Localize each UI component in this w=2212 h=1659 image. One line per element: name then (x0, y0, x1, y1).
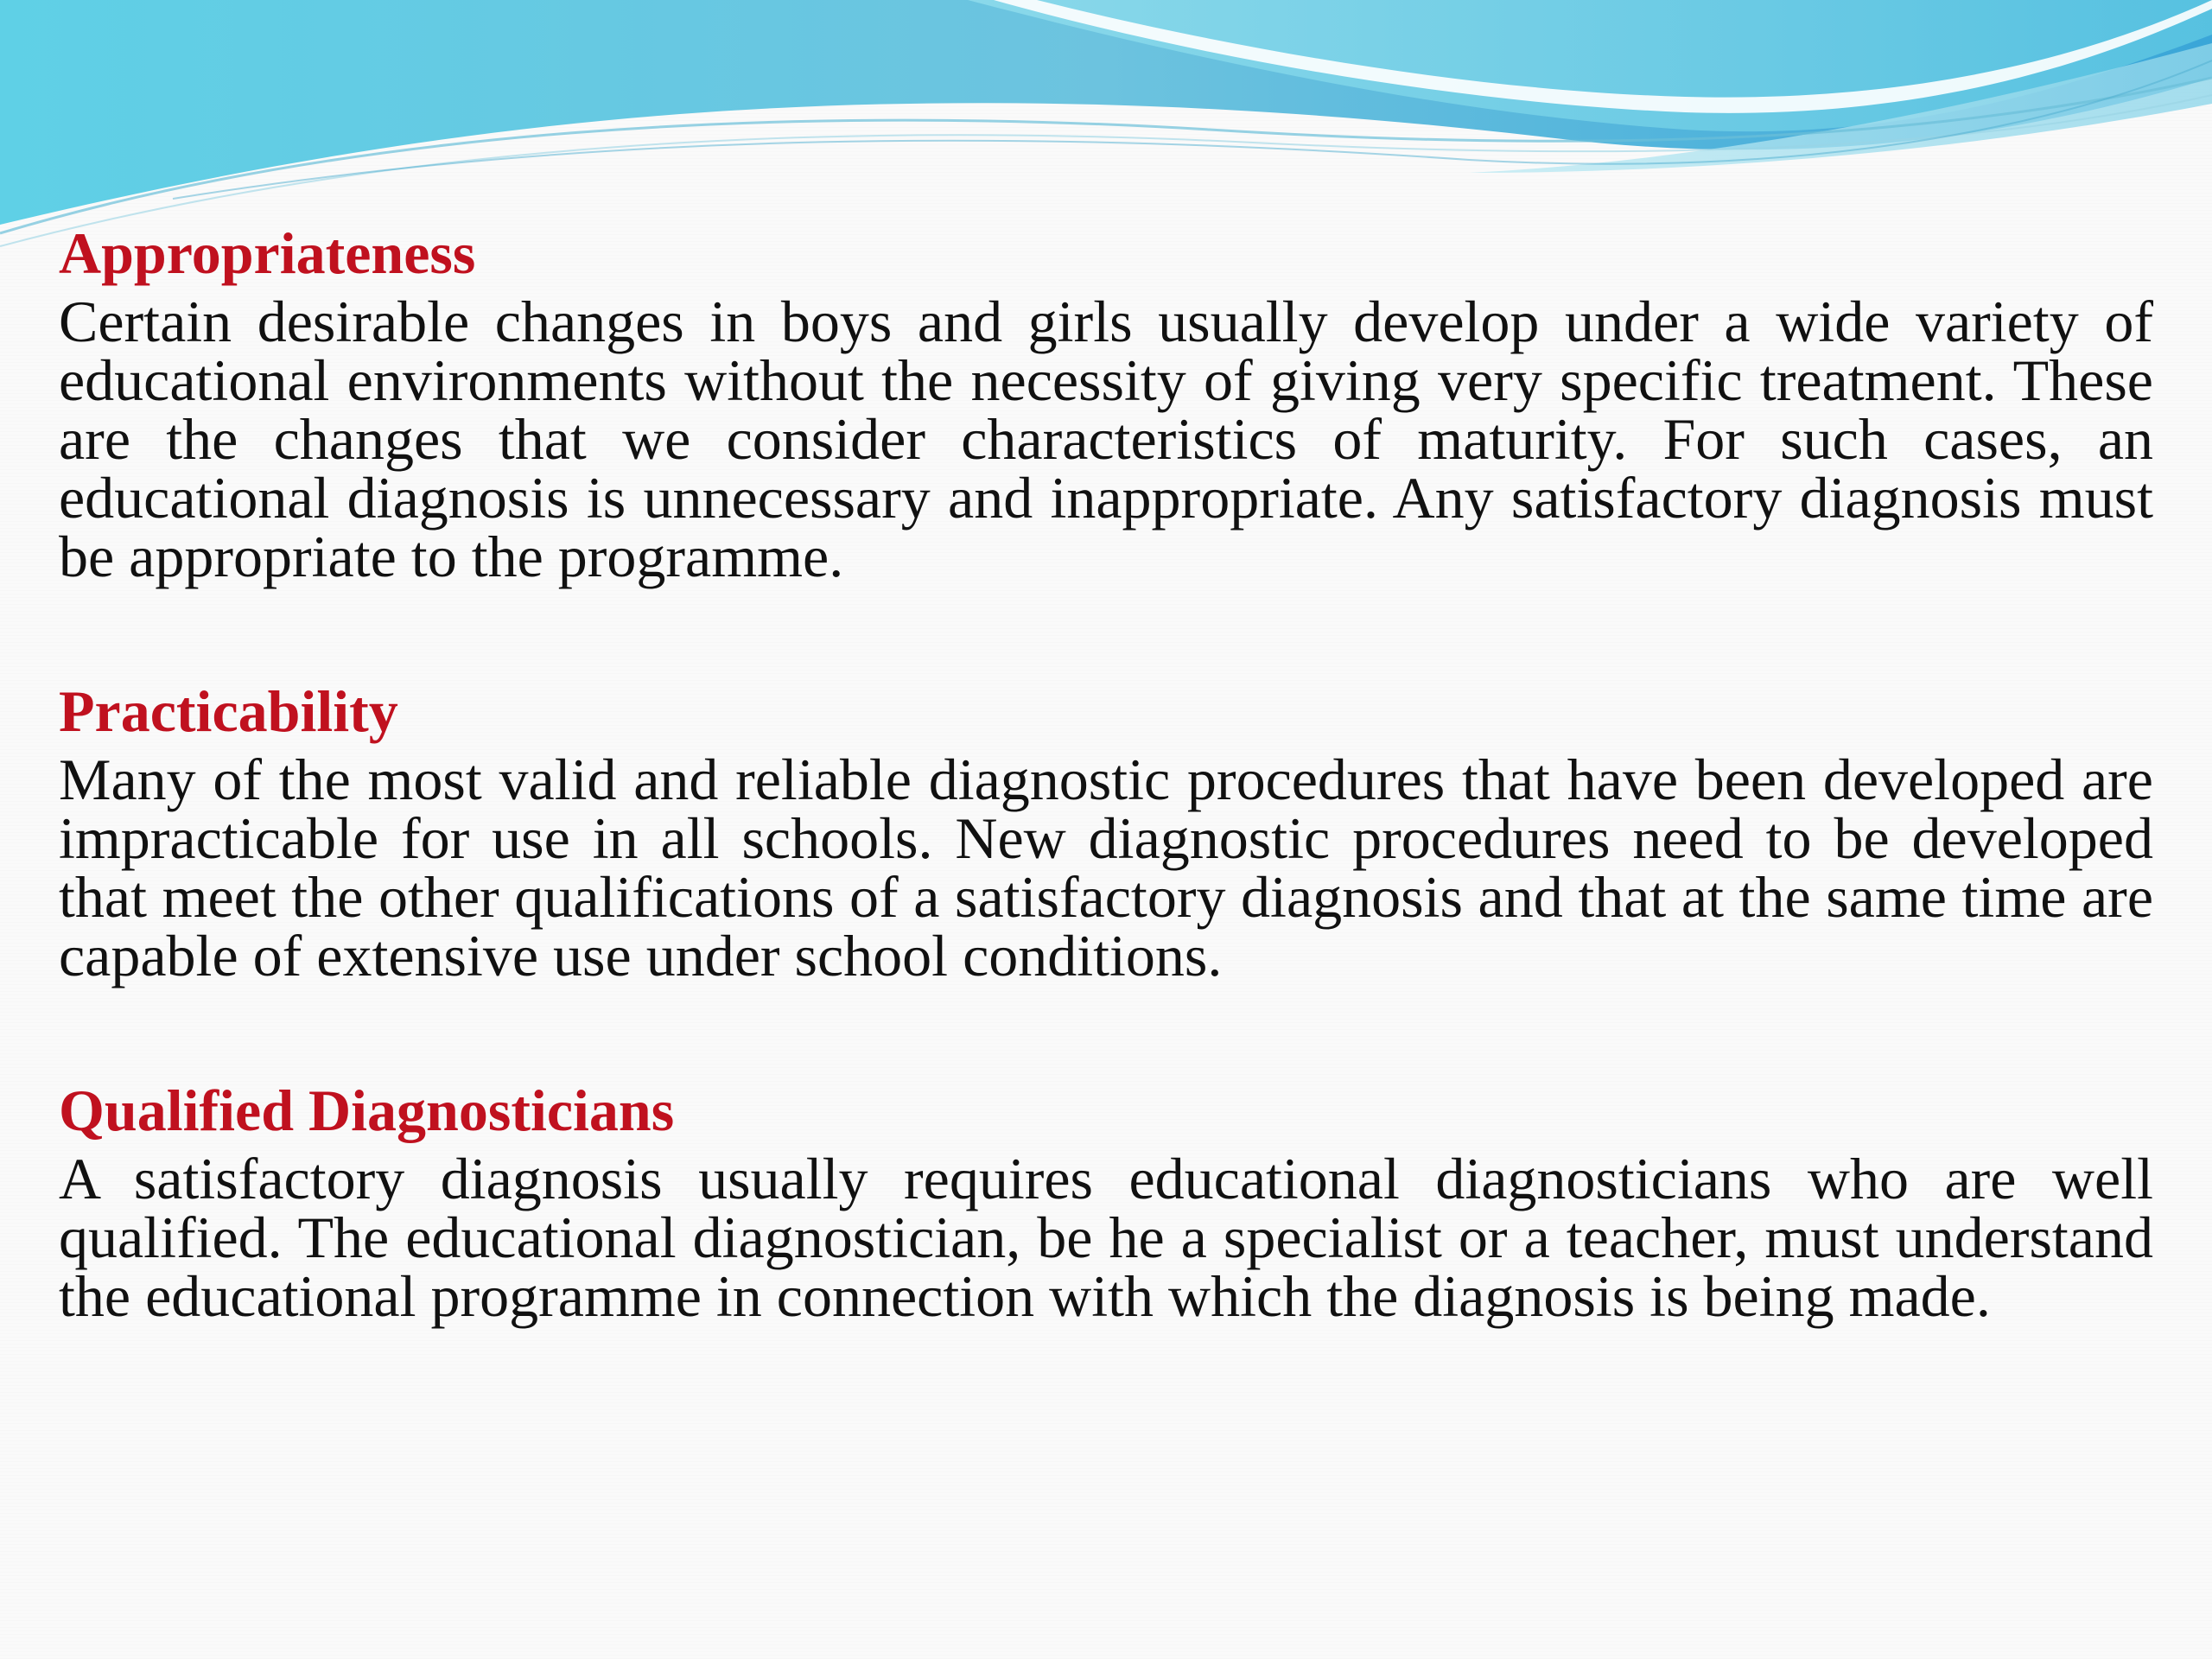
slide-content (59, 218, 2153, 1415)
section-practicability (59, 676, 2153, 988)
section-heading: Qualified Diagnosticians (59, 1077, 675, 1143)
section-body: Many of the most valid and reliable diagnostic procedures that have been developed are impracticable for use in all schools. New diagnostic procedures need to be developed that meet the other qualifications of a satisfactory diagnosis and that at the same time are capable of extensive use under school conditions. (59, 747, 2153, 988)
section-body: Certain desirable changes in boys and girls usually develop under a wide variety of educational environments without the necessity of giving very specific treatment. These are the changes that we consider characteristics of maturity. For such cases, an educational diagnosis is unnecessary and inappropriate. Any satisfactory diagnosis must be appropriate to the programme. (59, 289, 2153, 589)
section-body: A satisfactory diagnosis usually requires educational diagnosticians who are well qualified. The educational diagnostician, be he a specialist or a teacher, must understand the educational programme in connection with which the diagnosis is being made. (59, 1146, 2153, 1329)
section-qualified-diagnosticians (59, 1075, 2153, 1329)
section-heading: Appropriateness (59, 220, 476, 286)
section-appropriateness (59, 218, 2153, 589)
section-heading: Practicability (59, 678, 398, 744)
